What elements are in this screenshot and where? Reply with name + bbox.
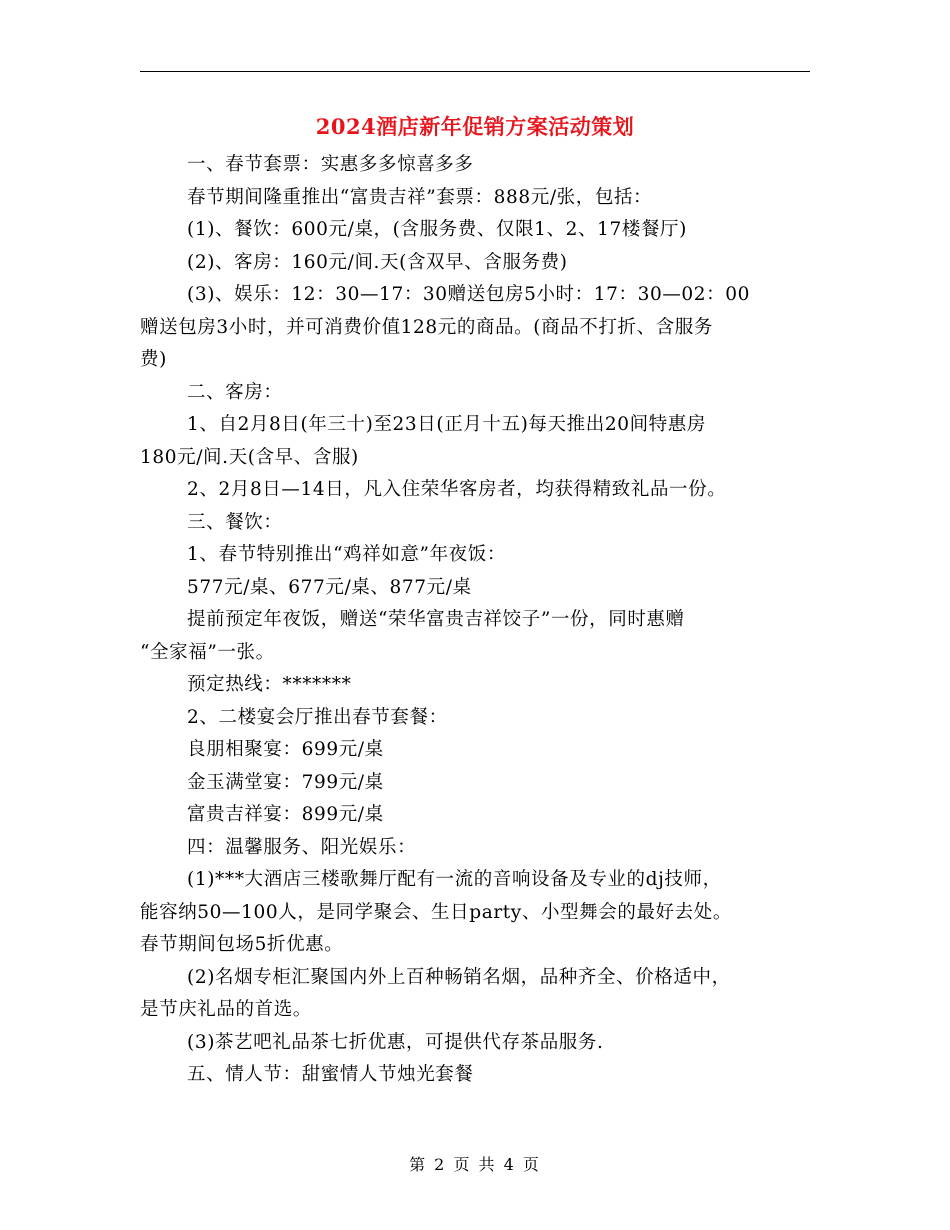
page-number: 第 2 页 共 4 页 xyxy=(409,1155,541,1174)
paragraph-line: 春节期间包场5折优惠。 xyxy=(140,934,344,955)
paragraph-line: 提前预定年夜饭，赠送“荣华富贵吉祥饺子”一份，同时惠赠 xyxy=(187,609,685,630)
paragraph-line: “全家福”一张。 xyxy=(140,641,275,663)
paragraph-line: (2)、客房：160元/间.天(含双早、含服务费) xyxy=(187,251,568,273)
section-heading: 四：温馨服务、阳光娱乐： xyxy=(187,836,417,858)
paragraph-line: 180元/间.天(含早、含服) xyxy=(140,446,359,468)
paragraph-line: (1)、餐饮：600元/桌，(含服务费、仅限1、2、17楼餐厅) xyxy=(187,219,687,240)
document-body xyxy=(140,149,810,1092)
paragraph-line: 2、2月8日—14日，凡入住荣华客房者，均获得精致礼品一份。 xyxy=(187,479,727,500)
paragraph-line: 费) xyxy=(140,349,167,370)
document-title: 2024酒店新年促销方案活动策划 xyxy=(315,114,635,139)
paragraph-line: (3)、娱乐：12：30—17：30赠送包房5小时：17：30—02：00 xyxy=(187,284,751,305)
paragraph-line: 良朋相聚宴：699元/桌 xyxy=(187,739,384,760)
section-heading: 二、客房： xyxy=(187,381,283,403)
paragraph-line: 富贵吉祥宴：899元/桌 xyxy=(187,804,384,825)
section-heading: 一、春节套票：实惠多多惊喜多多 xyxy=(187,154,474,175)
paragraph-line: 春节期间隆重推出“富贵吉祥”套票：888元/张，包括： xyxy=(187,186,653,208)
paragraph-line: 是节庆礼品的首选。 xyxy=(140,999,312,1020)
header-rule xyxy=(140,71,810,72)
paragraph-line: 赠送包房3小时，并可消费价值128元的商品。(商品不打折、含服务 xyxy=(140,316,714,338)
paragraph-line: (2)名烟专柜汇聚国内外上百种畅销名烟，品种齐全、价格适中， xyxy=(187,966,731,988)
section-heading: 五、情人节：甜蜜情人节烛光套餐 xyxy=(187,1064,474,1085)
paragraph-line: 2、二楼宴会厅推出春节套餐： xyxy=(187,706,448,728)
paragraph-line: 1、春节特别推出“鸡祥如意”年夜饭： xyxy=(187,544,506,565)
paragraph-line: (1)***大酒店三楼歌舞厅配有一流的音响设备及专业的dj技师， xyxy=(187,869,722,890)
paragraph-line: 能容纳50—100人，是同学聚会、生日party、小型舞会的最好去处。 xyxy=(140,901,732,923)
paragraph-line: (3)茶艺吧礼品茶七折优惠，可提供代存茶品服务. xyxy=(187,1031,604,1053)
paragraph-line: 577元/桌、677元/桌、877元/桌 xyxy=(187,576,472,598)
paragraph-line: 预定热线：******* xyxy=(187,674,352,695)
section-heading: 三、餐饮： xyxy=(187,511,283,533)
paragraph-line: 1、自2月8日(年三十)至23日(正月十五)每天推出20间特惠房 xyxy=(187,414,706,435)
paragraph-line: 金玉满堂宴：799元/桌 xyxy=(187,771,384,793)
